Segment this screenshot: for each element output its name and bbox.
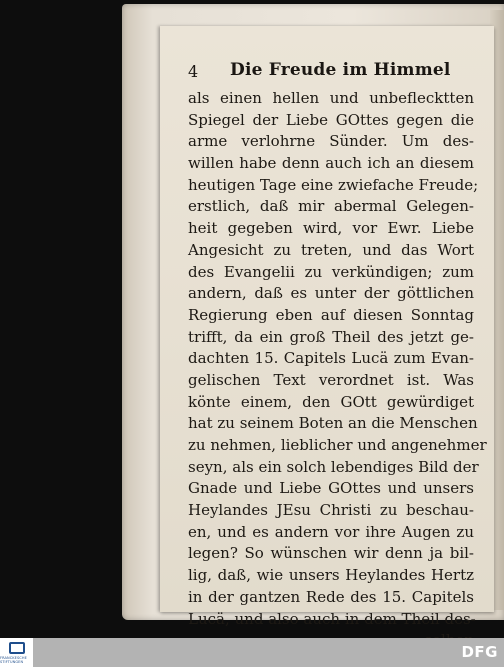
text-line: arme verlohrne Sünder. Um des- bbox=[188, 132, 474, 151]
text-line: heutigen Tage eine zwiefache Freude; bbox=[188, 175, 479, 194]
page-content bbox=[188, 60, 487, 652]
text-line: in der gantzen Rede des 15. Capitels bbox=[188, 587, 474, 606]
body-text bbox=[188, 88, 487, 652]
text-line: willen habe denn auch ich an diesem bbox=[188, 154, 474, 173]
foundation-logo-text: FRANCKESCHE STIFTUNGEN bbox=[0, 655, 27, 664]
text-line: hat zu seinem Boten an die Menschen bbox=[188, 414, 478, 433]
text-line: heit gegeben wird, vor Ewr. Liebe bbox=[188, 219, 474, 238]
text-line: als einen hellen und unbeflecktten bbox=[188, 89, 474, 107]
page-header bbox=[188, 60, 474, 88]
text-line: zu nehmen, lieblicher und angenehmer bbox=[188, 436, 487, 454]
text-line: legen? So wünschen wir denn ja bil- bbox=[188, 544, 474, 563]
text-line: erstlich, daß mir abermal Gelegen- bbox=[188, 197, 474, 216]
text-line: Lucä, und also auch in dem Theil des- bbox=[188, 609, 476, 628]
foundation-logo-icon bbox=[9, 642, 25, 654]
page-number: 4 bbox=[188, 62, 199, 81]
text-line: gelischen Text verordnet ist. Was bbox=[188, 370, 474, 389]
text-line: en, und es andern vor ihre Augen zu bbox=[188, 522, 474, 541]
text-line: trifft, da ein groß Theil des jetzt ge- bbox=[188, 327, 474, 346]
text-line: des Evangelii zu verkündigen; zum bbox=[188, 262, 474, 281]
text-line: könte einem, den GOtt gewürdiget bbox=[188, 392, 474, 411]
text-line: Angesicht zu treten, und das Wort bbox=[188, 240, 474, 259]
text-line: seyn, als ein solch lebendiges Bild der bbox=[188, 457, 479, 476]
text-line: andern, daß es unter der göttlichen bbox=[188, 284, 474, 303]
text-line: dachten 15. Capitels Lucä zum Evan- bbox=[188, 349, 474, 368]
text-line: lig, daß, wie unsers Heylandes Hertz bbox=[188, 566, 474, 585]
running-head: Die Freude im Himmel bbox=[230, 60, 451, 80]
text-line: Regierung eben auf diesen Sonntag bbox=[188, 305, 474, 324]
book-page bbox=[160, 26, 494, 628]
text-line: Gnade und Liebe GOttes und unsers bbox=[188, 479, 474, 498]
text-line: Heylandes JEsu Christi zu beschau- bbox=[188, 501, 474, 520]
dfg-logo[interactable]: DFG bbox=[461, 643, 498, 661]
text-line: Spiegel der Liebe GOttes gegen die bbox=[188, 110, 474, 129]
foundation-logo[interactable] bbox=[0, 638, 33, 667]
viewer-footer-bar bbox=[0, 638, 504, 667]
